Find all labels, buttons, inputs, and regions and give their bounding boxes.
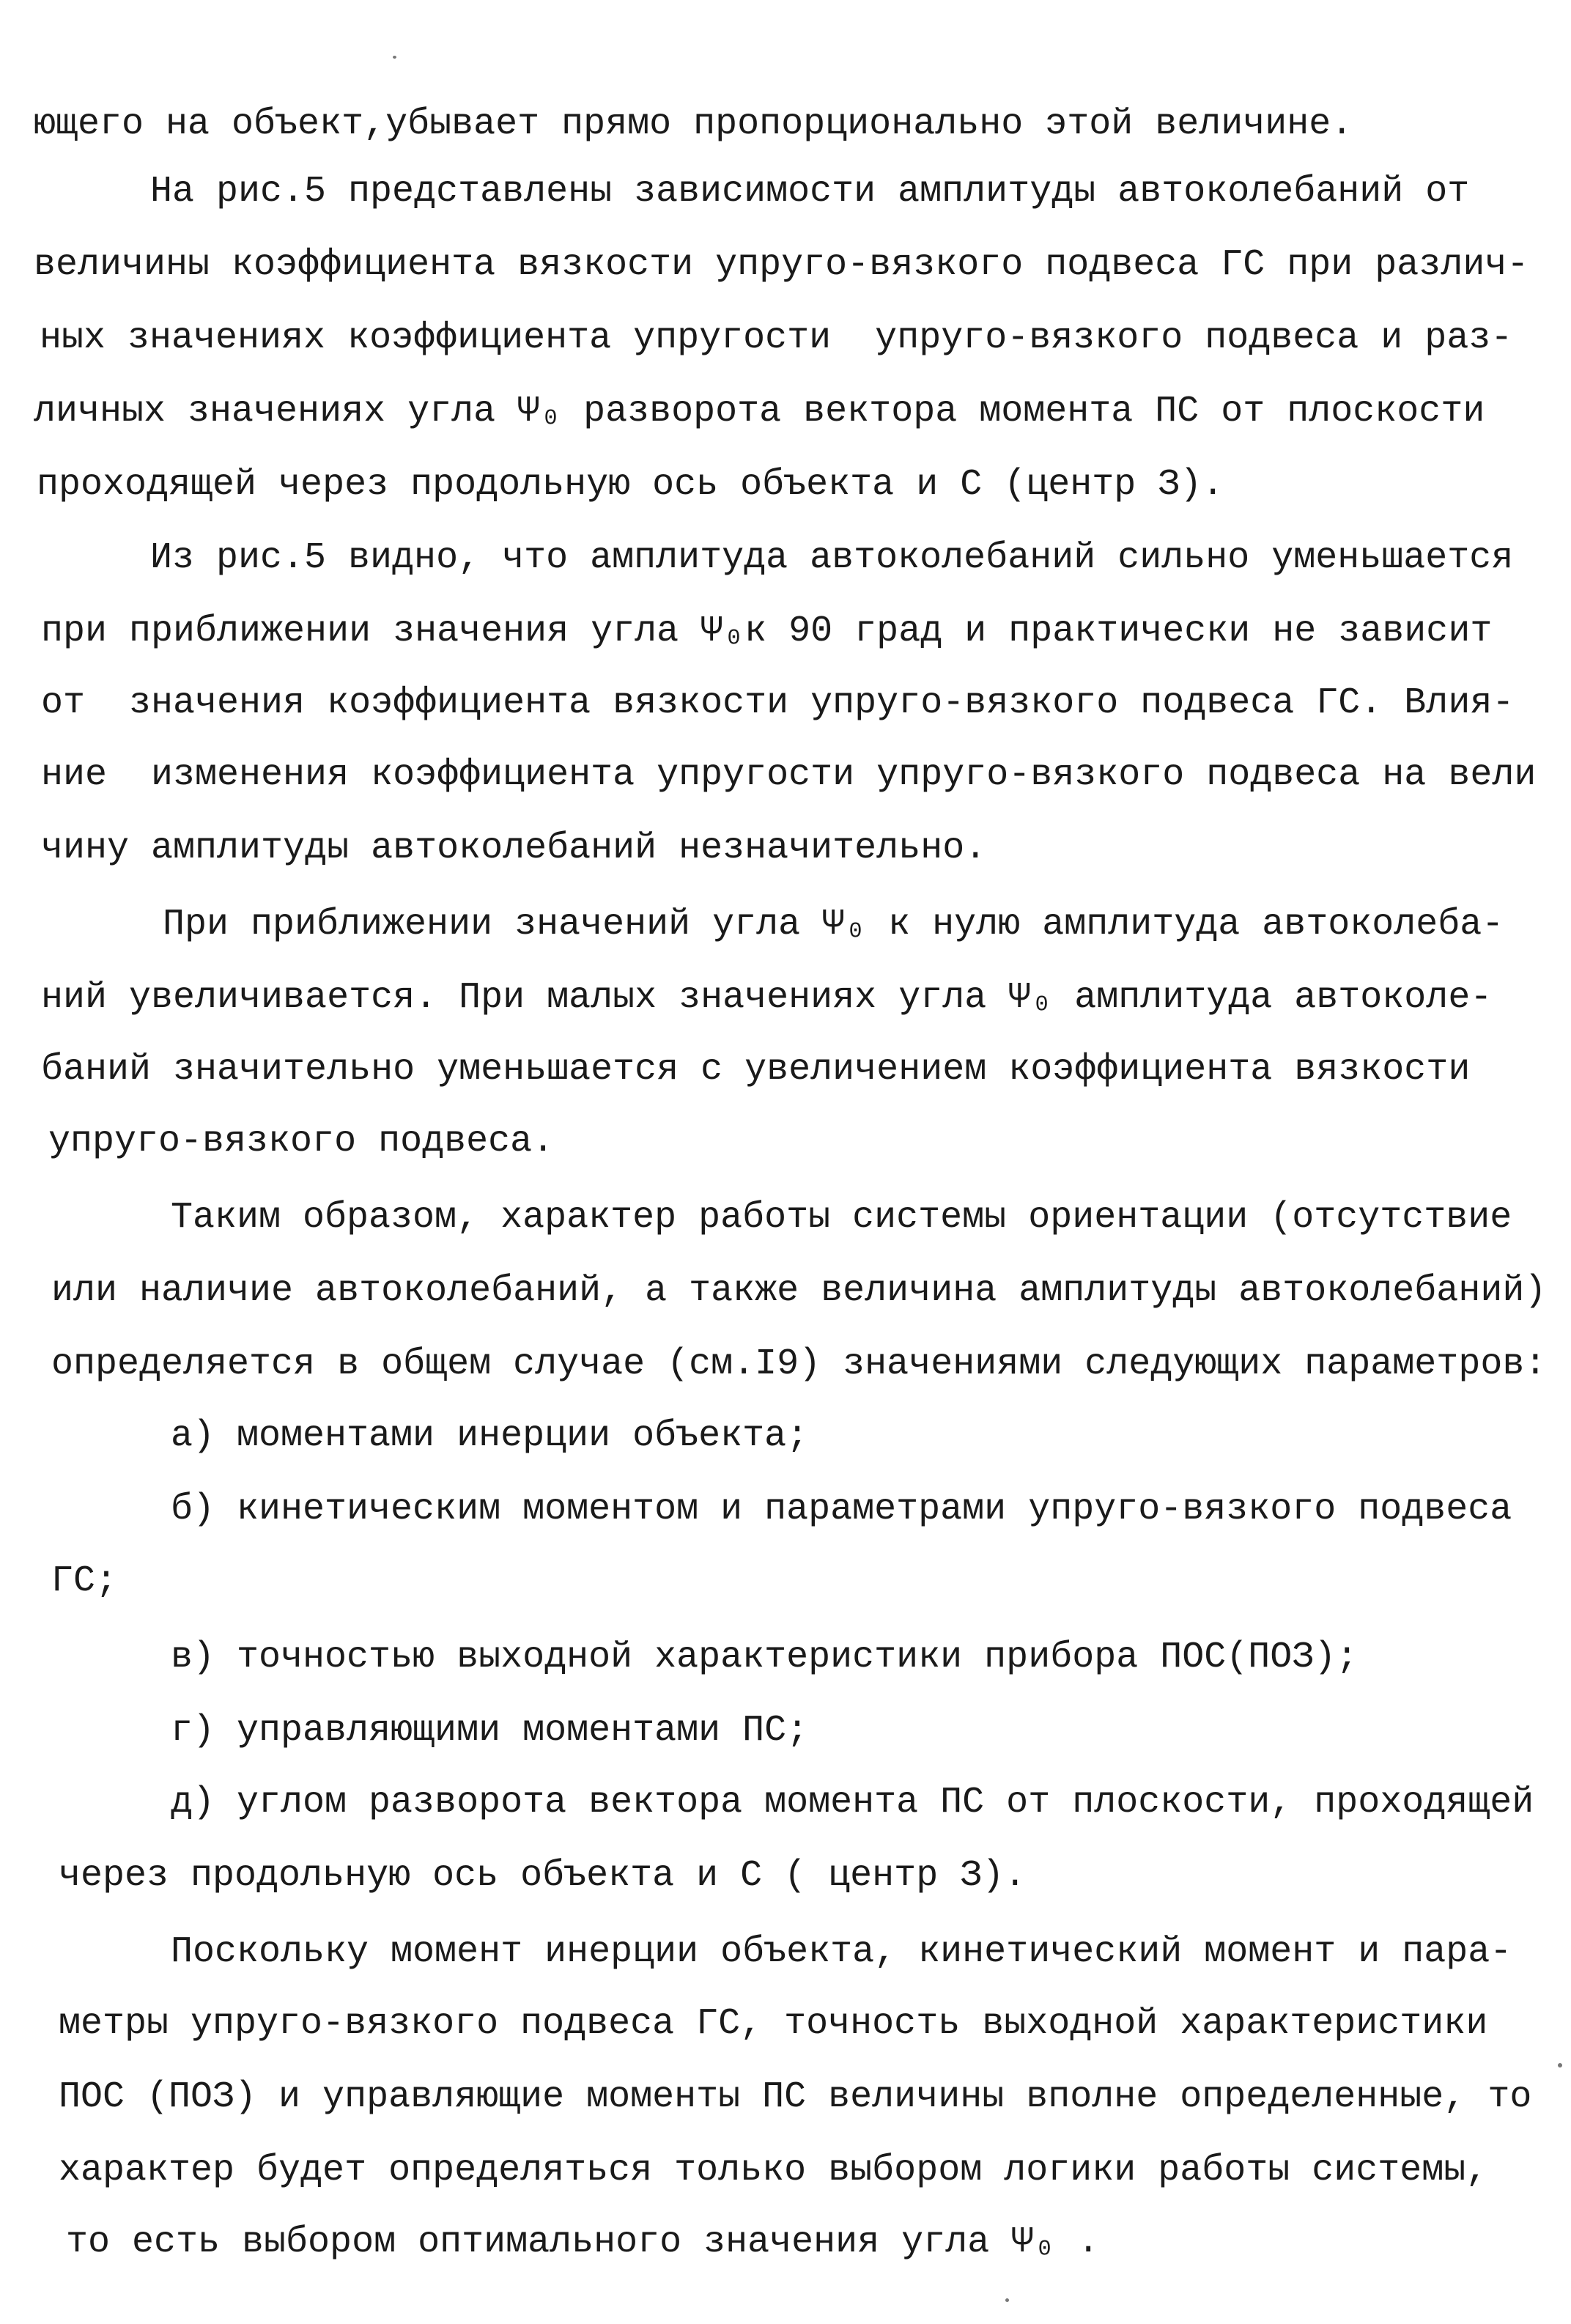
text-line: чину амплитуды автоколебаний незначительно. — [41, 827, 987, 869]
text-line: ние изменения коэффициента упругости упруго-вязкого подвеса на вели — [41, 754, 1537, 796]
text-line: или наличие автоколебаний, а также величина амплитуды автоколебаний) — [51, 1270, 1547, 1312]
text-line: проходящей через продольную ось объекта и С (центр З). — [37, 464, 1224, 506]
list-item: б) кинетическим моментом и параметрами упруго-вязкого подвеса — [171, 1489, 1512, 1530]
list-item: д) углом разворота вектора момента ПС от плоскости, проходящей — [171, 1782, 1534, 1823]
text-line: личных значениях угла Ψ₀ разворота вектора момента ПС от плоскости — [34, 391, 1485, 432]
text-line: ний увеличивается. При малых значениях угла Ψ₀ амплитуда автоколе- — [41, 977, 1493, 1019]
list-item: г) управляющими моментами ПС; — [171, 1710, 809, 1752]
text-line: то есть выбором оптимального значения угла Ψ₀ . — [66, 2221, 1100, 2263]
text-line: Поскольку момент инерции объекта, кинетический момент и пара- — [171, 1931, 1512, 1973]
scan-speck — [1005, 2298, 1009, 2302]
text-line: ПОС (ПОЗ) и управляющие моменты ПС величины вполне определенные, то — [59, 2076, 1532, 2118]
list-item: а) моментами инерции объекта; — [171, 1415, 809, 1457]
scan-speck — [1558, 2063, 1562, 2067]
text-line: при приближении значения угла Ψ₀к 90 град и практически не зависит — [41, 610, 1493, 652]
list-item: в) точностью выходной характеристики прибора ПОС(ПОЗ); — [171, 1637, 1359, 1678]
text-line: ных значениях коэффициента упругости упруго-вязкого подвеса и раз- — [40, 317, 1513, 359]
text-line: характер будет определяться только выбором логики работы системы, — [59, 2150, 1488, 2191]
text-line: определяется в общем случае (см.I9) значениями следующих параметров: — [51, 1343, 1547, 1385]
text-line: При приближении значений угла Ψ₀ к нулю амплитуда автоколеба- — [163, 904, 1504, 945]
text-line: Таким образом, характер работы системы ориентации (отсутствие — [171, 1197, 1512, 1239]
text-line: ющего на объект,убывает прямо пропорционально этой величине. — [34, 103, 1353, 145]
text-line: На рис.5 представлены зависимости амплитуды автоколебаний от — [150, 171, 1470, 213]
scan-speck — [393, 56, 396, 59]
text-line: через продольную ось объекта и С ( центр З). — [59, 1855, 1027, 1897]
text-line: упруго-вязкого подвеса. — [48, 1121, 555, 1162]
text-line: Из рис.5 видно, что амплитуда автоколебаний сильно уменьшается — [150, 537, 1514, 579]
text-line: метры упруго-вязкого подвеса ГС, точность выходной характеристики — [59, 2003, 1488, 2045]
text-line: ГС; — [51, 1560, 118, 1602]
text-line: от значения коэффициента вязкости упруго-вязкого подвеса ГС. Влия- — [41, 682, 1515, 724]
text-line: величины коэффициента вязкости упруго-вязкого подвеса ГС при различ- — [34, 244, 1529, 286]
text-line: баний значительно уменьшается с увеличением коэффициента вязкости — [41, 1049, 1471, 1091]
